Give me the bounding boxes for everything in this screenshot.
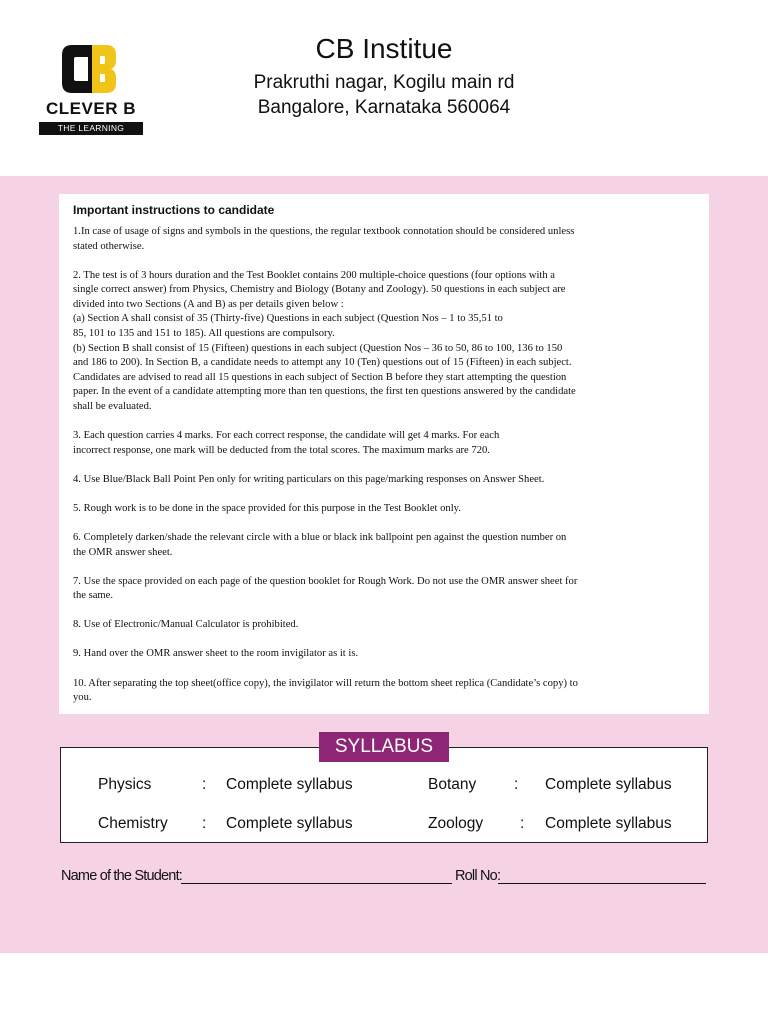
instruction-line: 10. After separating the top sheet(office copy), the invigilator will return the bottom sheet replica (Candidate’s copy) to [73, 677, 578, 689]
syllabus-scope: Complete syllabus [226, 776, 353, 793]
instruction-line: the same. [73, 590, 114, 602]
roll-number-field[interactable] [498, 883, 706, 884]
instruction-item [73, 531, 693, 560]
instruction-line: 85, 101 to 135 and 151 to 185). All questions are compulsory. [73, 328, 335, 340]
logo-name: CLEVER B [46, 99, 136, 118]
instruction-line: stated otherwise. [73, 240, 145, 252]
instruction-line: 5. Rough work is to be done in the space provided for this purpose in the Test Booklet only. [73, 502, 461, 514]
instruction-item [73, 429, 693, 458]
instruction-line: 9. Hand over the OMR answer sheet to the room invigilator as it is. [73, 648, 359, 660]
instruction-item [73, 618, 693, 633]
instruction-line: 7. Use the space provided on each page of the question booklet for Rough Work. Do not use the OMR answer sheet for [73, 575, 578, 587]
instruction-line: the OMR answer sheet. [73, 546, 173, 558]
instruction-item [73, 502, 693, 517]
instruction-line: (b) Section B shall consist of 15 (Fifteen) questions in each subject (Question Nos – 36 to 50, 86 to 100, 136 to 150 [73, 342, 563, 354]
syllabus-subject: Chemistry [98, 815, 168, 832]
syllabus-scope: Complete syllabus [545, 776, 672, 793]
address-line-2: Bangalore, Karnataka 560064 [257, 97, 511, 118]
instruction-line: 6. Completely darken/shade the relevant circle with a blue or black ink ballpoint pen against the question number on [73, 532, 567, 543]
instruction-item [73, 269, 693, 415]
instruction-item [73, 473, 693, 488]
address-line-1: Prakruthi nagar, Kogilu main rd [253, 72, 515, 93]
instruction-line: 2. The test is of 3 hours duration and the Test Booklet contains 200 multiple-choice questions (four options with a [73, 269, 555, 281]
instruction-line: 1.In case of usage of signs and symbols in the questions, the regular textbook connotation should be considered unless [73, 226, 575, 237]
instruction-line: 8. Use of Electronic/Manual Calculator is prohibited. [73, 619, 299, 631]
instruction-line: divided into two Sections (A and B) as per details given below : [73, 298, 344, 310]
syllabus-colon: : [520, 815, 525, 832]
instruction-line: Candidates are advised to read all 15 questions in each subject of Section B before they start attempting the question [73, 371, 567, 383]
instruction-item [73, 225, 693, 254]
logo-tagline: THE LEARNING MASTER [39, 122, 143, 135]
syllabus-subject: Zoology [428, 815, 484, 832]
syllabus-colon: : [202, 815, 207, 832]
student-name-label: Name of the Student: [61, 868, 183, 884]
institute-name: CB Institue [315, 33, 453, 64]
instruction-line: shall be evaluated. [73, 401, 152, 413]
instructions-panel [59, 194, 709, 714]
syllabus-colon: : [514, 776, 519, 793]
instruction-line: paper. In the event of a candidate attempting more than ten questions, the first ten questions answered by the candidate [73, 386, 576, 398]
instruction-line: 3. Each question carries 4 marks. For each correct response, the candidate will get 4 marks. For each [73, 430, 500, 442]
instruction-item [73, 647, 693, 662]
instruction-line: and 186 to 200). In Section B, a candidate needs to attempt any 10 (Ten) questions out of 15 (Fifteen) in each subject. [73, 357, 572, 369]
instruction-item [73, 575, 693, 604]
instruction-line: (a) Section A shall consist of 35 (Thirty-five) Questions in each subject (Question Nos – 1 to 35,51 to [73, 313, 503, 325]
instruction-item [73, 677, 693, 706]
syllabus-title: SYLLABUS [319, 732, 449, 762]
syllabus-subject: Botany [428, 776, 477, 793]
syllabus-colon: : [202, 776, 207, 793]
syllabus-subject: Physics [98, 776, 152, 793]
roll-number-label: Roll No: [455, 868, 501, 884]
syllabus-scope: Complete syllabus [226, 815, 353, 832]
instruction-line: you. [73, 692, 92, 704]
instruction-line: single correct answer) from Physics, Chemistry and Biology (Botany and Zoology). 50 questions in each subject are [73, 284, 566, 296]
instruction-line: 4. Use Blue/Black Ball Point Pen only for writing particulars on this page/marking responses on Answer Sheet. [73, 473, 545, 485]
instructions-heading: Important instructions to candidate [73, 203, 275, 217]
student-name-field[interactable] [181, 883, 452, 884]
instruction-line: incorrect response, one mark will be deducted from the total scores. The maximum marks are 720. [73, 444, 490, 456]
syllabus-scope: Complete syllabus [545, 815, 672, 832]
instructions-list [73, 225, 693, 706]
